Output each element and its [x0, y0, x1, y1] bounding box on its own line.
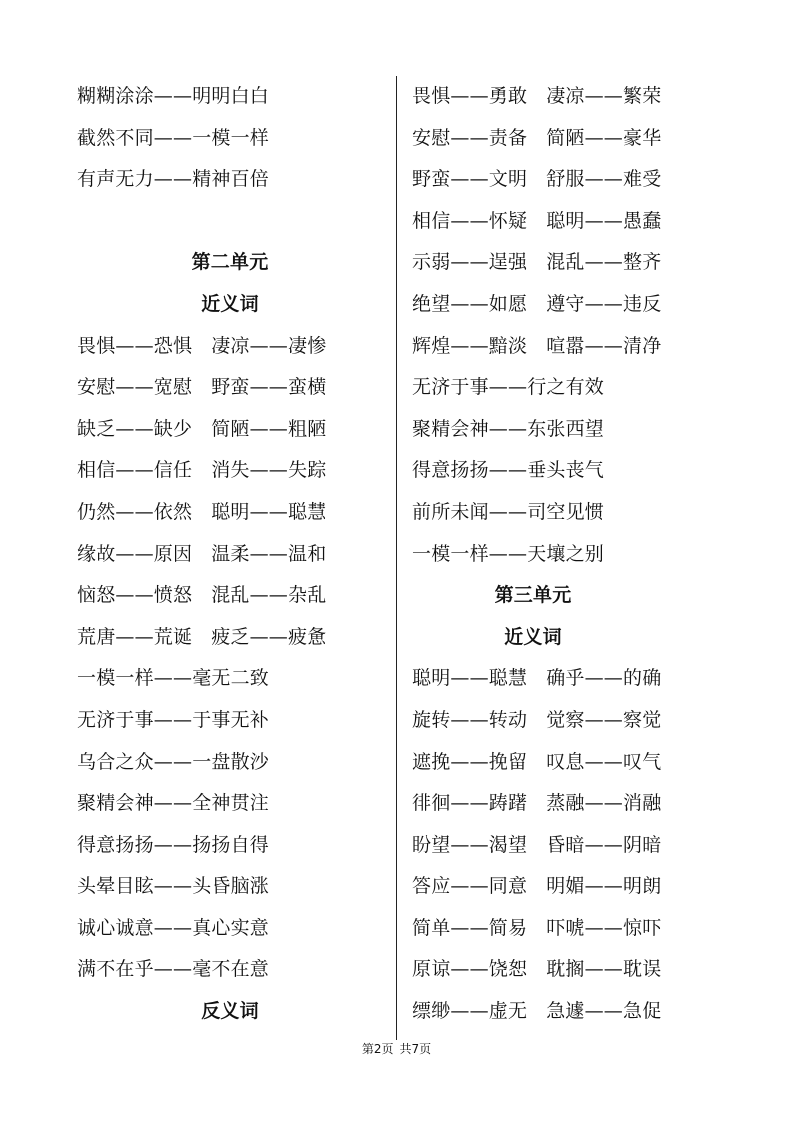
word-pair: 畏惧——恐惧 — [77, 334, 193, 357]
word-pair: 无济于事——于事无补 — [77, 708, 270, 731]
word-pair: 缺乏——缺少 — [77, 417, 193, 440]
word-pair: 安慰——责备 — [412, 126, 528, 149]
word-pair: 聪明——愚蠢 — [546, 209, 662, 232]
word-pair-line — [77, 575, 377, 617]
column-divider — [396, 76, 397, 1040]
word-pair: 绝望——如愿 — [412, 292, 528, 315]
spacer — [77, 201, 377, 243]
word-pair-line — [77, 825, 377, 867]
word-pair: 前所未闻——司空见惯 — [412, 500, 605, 523]
word-pair: 有声无力——精神百倍 — [77, 168, 270, 191]
page-footer — [0, 1040, 793, 1057]
word-pair-line — [412, 991, 712, 1033]
word-pair: 答应——同意 — [412, 875, 528, 898]
word-pair: 凄凉——凄惨 — [211, 334, 327, 357]
word-pair-line — [77, 534, 377, 576]
word-pair-line — [77, 76, 377, 118]
word-pair: 野蛮——文明 — [412, 168, 528, 191]
word-pair: 辉煌——黯淡 — [412, 334, 528, 357]
word-pair: 叹息——叹气 — [546, 750, 662, 773]
word-pair: 一模一样——毫无二致 — [77, 667, 270, 690]
word-pair: 遮挽——挽留 — [412, 750, 528, 773]
section-heading: 第二单元 — [191, 251, 269, 274]
word-pair: 明媚——明朗 — [546, 875, 662, 898]
word-pair-line — [77, 450, 377, 492]
left-column — [77, 76, 377, 1033]
word-pair: 聪明——聪慧 — [211, 500, 327, 523]
word-pair-line — [77, 409, 377, 451]
word-pair: 简单——简易 — [412, 916, 528, 939]
word-pair-line — [412, 367, 712, 409]
word-pair: 聚精会神——全神贯注 — [77, 792, 270, 815]
word-pair-line — [77, 783, 377, 825]
word-pair: 截然不同——一模一样 — [77, 126, 270, 149]
word-pair: 得意扬扬——扬扬自得 — [77, 833, 270, 856]
word-pair: 野蛮——蛮横 — [211, 376, 327, 399]
word-pair: 旋转——转动 — [412, 708, 528, 731]
word-pair: 聚精会神——东张西望 — [412, 417, 605, 440]
word-pair-line — [77, 658, 377, 700]
right-column — [412, 76, 712, 1033]
word-pair-line — [412, 450, 712, 492]
section-heading: 近义词 — [504, 625, 562, 648]
word-pair-line — [412, 409, 712, 451]
word-pair: 相信——怀疑 — [412, 209, 528, 232]
word-pair-line — [412, 201, 712, 243]
word-pair-line — [77, 617, 377, 659]
word-pair: 消失——失踪 — [211, 459, 327, 482]
word-pair-line — [412, 284, 712, 326]
section-heading: 第三单元 — [494, 584, 572, 607]
word-pair: 仍然——依然 — [77, 500, 193, 523]
word-pair-line — [412, 783, 712, 825]
word-pair-line — [77, 949, 377, 991]
word-pair: 示弱——逞强 — [412, 251, 528, 274]
word-pair: 确乎——的确 — [546, 667, 662, 690]
word-pair: 原谅——饶恕 — [412, 958, 528, 981]
word-pair: 一模一样——天壤之别 — [412, 542, 605, 565]
word-pair: 乌合之众——一盘散沙 — [77, 750, 270, 773]
word-pair: 疲乏——疲惫 — [211, 625, 327, 648]
word-pair: 觉察——察觉 — [546, 708, 662, 731]
word-pair: 荒唐——荒诞 — [77, 625, 193, 648]
section-heading: 近义词 — [201, 292, 259, 315]
word-pair-line — [77, 866, 377, 908]
word-pair-line — [77, 159, 377, 201]
page-number: 第2页 — [361, 1042, 394, 1056]
word-pair: 畏惧——勇敢 — [412, 85, 528, 107]
word-pair-line — [412, 866, 712, 908]
word-pair: 得意扬扬——垂头丧气 — [412, 459, 605, 482]
word-pair: 徘徊——踌躇 — [412, 792, 528, 815]
word-pair-line — [412, 908, 712, 950]
word-pair: 蒸融——消融 — [546, 792, 662, 815]
word-pair: 相信——信任 — [77, 459, 193, 482]
word-pair: 无济于事——行之有效 — [412, 376, 605, 399]
word-pair-line — [77, 742, 377, 784]
word-pair: 舒服——难受 — [546, 168, 662, 191]
word-pair: 温柔——温和 — [211, 542, 327, 565]
word-pair-line — [412, 242, 712, 284]
page-total: 共7页 — [399, 1042, 432, 1056]
word-pair-line — [412, 825, 712, 867]
word-pair-line — [412, 742, 712, 784]
word-pair: 糊糊涂涂——明明白白 — [77, 85, 270, 107]
word-pair: 昏暗——阴暗 — [546, 833, 662, 856]
word-pair: 耽搁——耽误 — [546, 958, 662, 981]
word-pair-line — [412, 326, 712, 368]
word-pair-line — [412, 76, 712, 118]
word-pair-line — [412, 159, 712, 201]
word-pair-line — [77, 908, 377, 950]
word-pair-line — [77, 326, 377, 368]
word-pair-line — [77, 700, 377, 742]
word-pair-line — [412, 949, 712, 991]
word-pair: 缘故——原因 — [77, 542, 193, 565]
word-pair-line — [77, 118, 377, 160]
word-pair-line — [412, 534, 712, 576]
word-pair: 混乱——杂乱 — [211, 584, 327, 607]
word-pair: 恼怒——愤怒 — [77, 584, 193, 607]
word-pair: 遵守——违反 — [546, 292, 662, 315]
word-pair-line — [412, 118, 712, 160]
word-pair: 简陋——豪华 — [546, 126, 662, 149]
word-pair: 盼望——渴望 — [412, 833, 528, 856]
word-pair: 简陋——粗陋 — [211, 417, 327, 440]
word-pair: 混乱——整齐 — [546, 251, 662, 274]
word-pair: 吓唬——惊吓 — [546, 916, 662, 939]
section-heading: 反义词 — [201, 1000, 259, 1023]
word-pair: 喧嚣——清净 — [546, 334, 662, 357]
word-pair-line — [77, 367, 377, 409]
word-pair: 诚心诚意——真心实意 — [77, 916, 270, 939]
word-pair: 急遽——急促 — [546, 1000, 662, 1023]
word-pair-line — [412, 492, 712, 534]
word-pair: 头晕目眩——头昏脑涨 — [77, 875, 270, 898]
word-pair: 缥缈——虚无 — [412, 1000, 528, 1023]
word-pair-line — [412, 658, 712, 700]
word-pair-line — [77, 492, 377, 534]
word-pair: 聪明——聪慧 — [412, 667, 528, 690]
word-pair: 满不在乎——毫不在意 — [77, 958, 270, 981]
word-pair: 安慰——宽慰 — [77, 376, 193, 399]
word-pair: 凄凉——繁荣 — [546, 85, 662, 107]
word-pair-line — [412, 700, 712, 742]
